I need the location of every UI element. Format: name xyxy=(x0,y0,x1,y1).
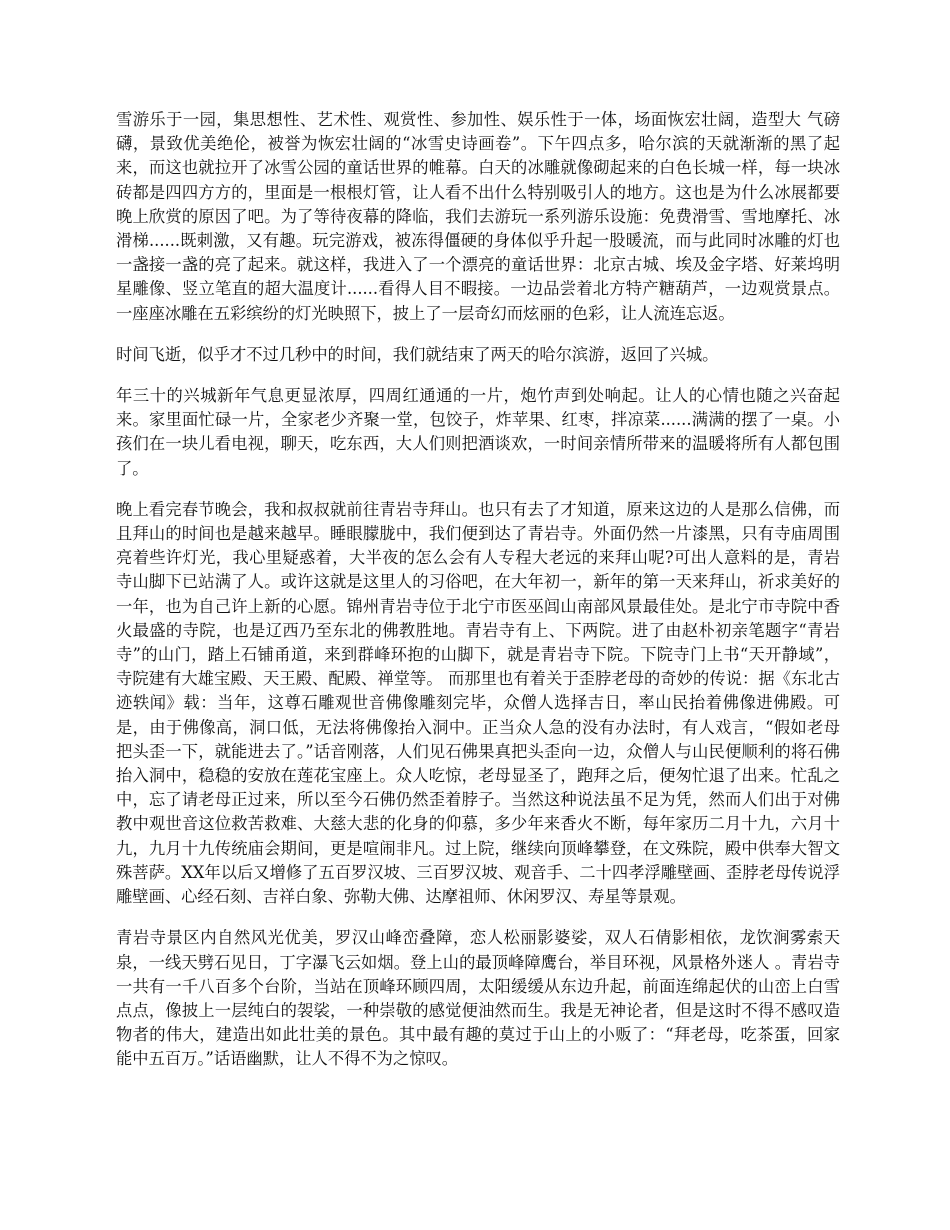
paragraph-new-year-eve: 年三十的兴城新年气息更显浓厚，四周红通通的一片，炮竹声到处响起。让人的心情也随之兴奋起来。家里面忙碌一片，全家老少齐聚一堂，包饺子，炸苹果、红枣，拌凉菜......满满的摆了一桌。小孩们在一块儿看电视，聊天，吃东西，大人们则把酒谈欢，一时间亲情所带来的温暖将所有人都包围了。 xyxy=(116,386,840,478)
document-page xyxy=(116,108,840,1089)
paragraph-qingyan-temple: 晚上看完春节晚会，我和叔叔就前往青岩寺拜山。也只有去了才知道，原来这边的人是那么信佛，而且拜山的时间也是越来越早。睡眼朦胧中，我们便到达了青岩寺。外面仍然一片漆黑，只有寺庙周围亮着些许灯光，我心里疑惑着，大半夜的怎么会有人专程大老远的来拜山呢?可出人意料的是，青岩寺山脚下已站满了人。或许这就是这里人的习俗吧，在大年初一，新年的第一天来拜山，祈求美好的一年，也为自己许上新的心愿。锦州青岩寺位于北宁市医巫闾山南部风景最佳处。是北宁市寺院中香火最盛的寺院，也是辽西乃至东北的佛教胜地。青岩寺有上、下两院。进了由赵朴初亲笔题字“青岩寺”的山门，踏上石铺甬道，来到群峰环抱的山脚下，就是青岩寺下院。下院寺门上书“天开静域”，寺院建有大雄宝殿、天王殿、配殿、禅堂等。 而那里也有着关于歪脖老母的奇妙的传说：据《东北古迹轶闻》载：当年，这尊石雕观世音佛像雕刻完毕，众僧人选择吉日，率山民抬着佛像进佛殿。可是，由于佛像高，洞口低，无法将佛像抬入洞中。正当众人急的没有办法时，有人戏言，“假如老母把头歪一下，就能进去了。”话音刚落，人们见石佛果真把头歪向一边，众僧人与山民便顺利的将石佛抬入洞中，稳稳的安放在莲花宝座上。众人吃惊，老母显圣了，跑拜之后，便匆忙退了出来。忙乱之中，忘了请老母正过来，所以至今石佛仍然歪着脖子。当然这种说法虽不足为凭，然而人们出于对佛教中观世音这位救苦救难、大慈大悲的化身的仰慕，多少年来香火不断，每年家历二月十九，六月十九，九月十九传统庙会期间，更是喧闹非凡。过上院，继续向顶峰攀登，在文殊院，殿中供奉大智文殊菩萨。XX年以后又增修了五百罗汉坡、三百罗汉坡、观音手、二十四孝浮雕壁画、歪脖老母传说浮雕壁画、心经石刻、吉祥白象、弥勒大佛、达摩祖师、休闲罗汉、寿星等景观。 xyxy=(116,499,840,907)
paragraph-temple-scenery: 青岩寺景区内自然风光优美，罗汉山峰峦叠障，恋人松丽影婆娑，双人石倩影相依，龙饮涧雾索天泉，一线天劈石见日，丁字瀑飞云如烟。登上山的最顶峰障鹰台，举目环视，风景格外迷人 。青岩寺一共有一千八百多个台阶，当站在顶峰环顾四周，太阳缓缓从东边升起，前面连绵起伏的山峦上白雪点点，像披上一层纯白的袈裟，一种崇敬的感觉便油然而生。我是无神论者，但是这时不得不感叹造物者的伟大，建造出如此壮美的景色。其中最有趣的莫过于山上的小贩了：“拜老母，吃茶蛋，回家能中五百万。”话语幽默，让人不得不为之惊叹。 xyxy=(116,928,840,1069)
paragraph-harbin-ice-festival: 雪游乐于一园，集思想性、艺术性、观赏性、参加性、娱乐性于一体，场面恢宏壮阔，造型大 气磅礴，景致优美绝伦，被誉为恢宏壮阔的“冰雪史诗画卷”。下午四点多，哈尔滨的天就渐渐的黑了起来，而这也就拉开了冰雪公园的童话世界的帷幕。白天的冰雕就像砌起来的白色长城一样，每一块冰砖都是四四方方的，里面是一根根灯管，让人看不出什么特别吸引人的地方。这也是为什么冰展都要晚上欣赏的原因了吧。为了等待夜幕的降临，我们去游玩一系列游乐设施：免费滑雪、雪地摩托、冰滑梯......既刺激，又有趣。玩完游戏，被冻得僵硬的身体似乎升起一股暖流，而与此同时冰雕的灯也一盏接一盏的亮了起来。就这样，我进入了一个漂亮的童话世界：北京古城、埃及金字塔、好莱坞明星雕像、竖立笔直的超大温度计......看得人目不暇接。一边品尝着北方特产糖葫芦，一边观赏景点。一座座冰雕在五彩缤纷的灯光映照下，披上了一层奇幻而炫丽的色彩，让人流连忘返。 xyxy=(116,110,840,323)
paragraph-return-to-xingcheng: 时间飞逝，似乎才不过几秒中的时间，我们就结束了两天的哈尔滨游，返回了兴城。 xyxy=(116,344,719,364)
